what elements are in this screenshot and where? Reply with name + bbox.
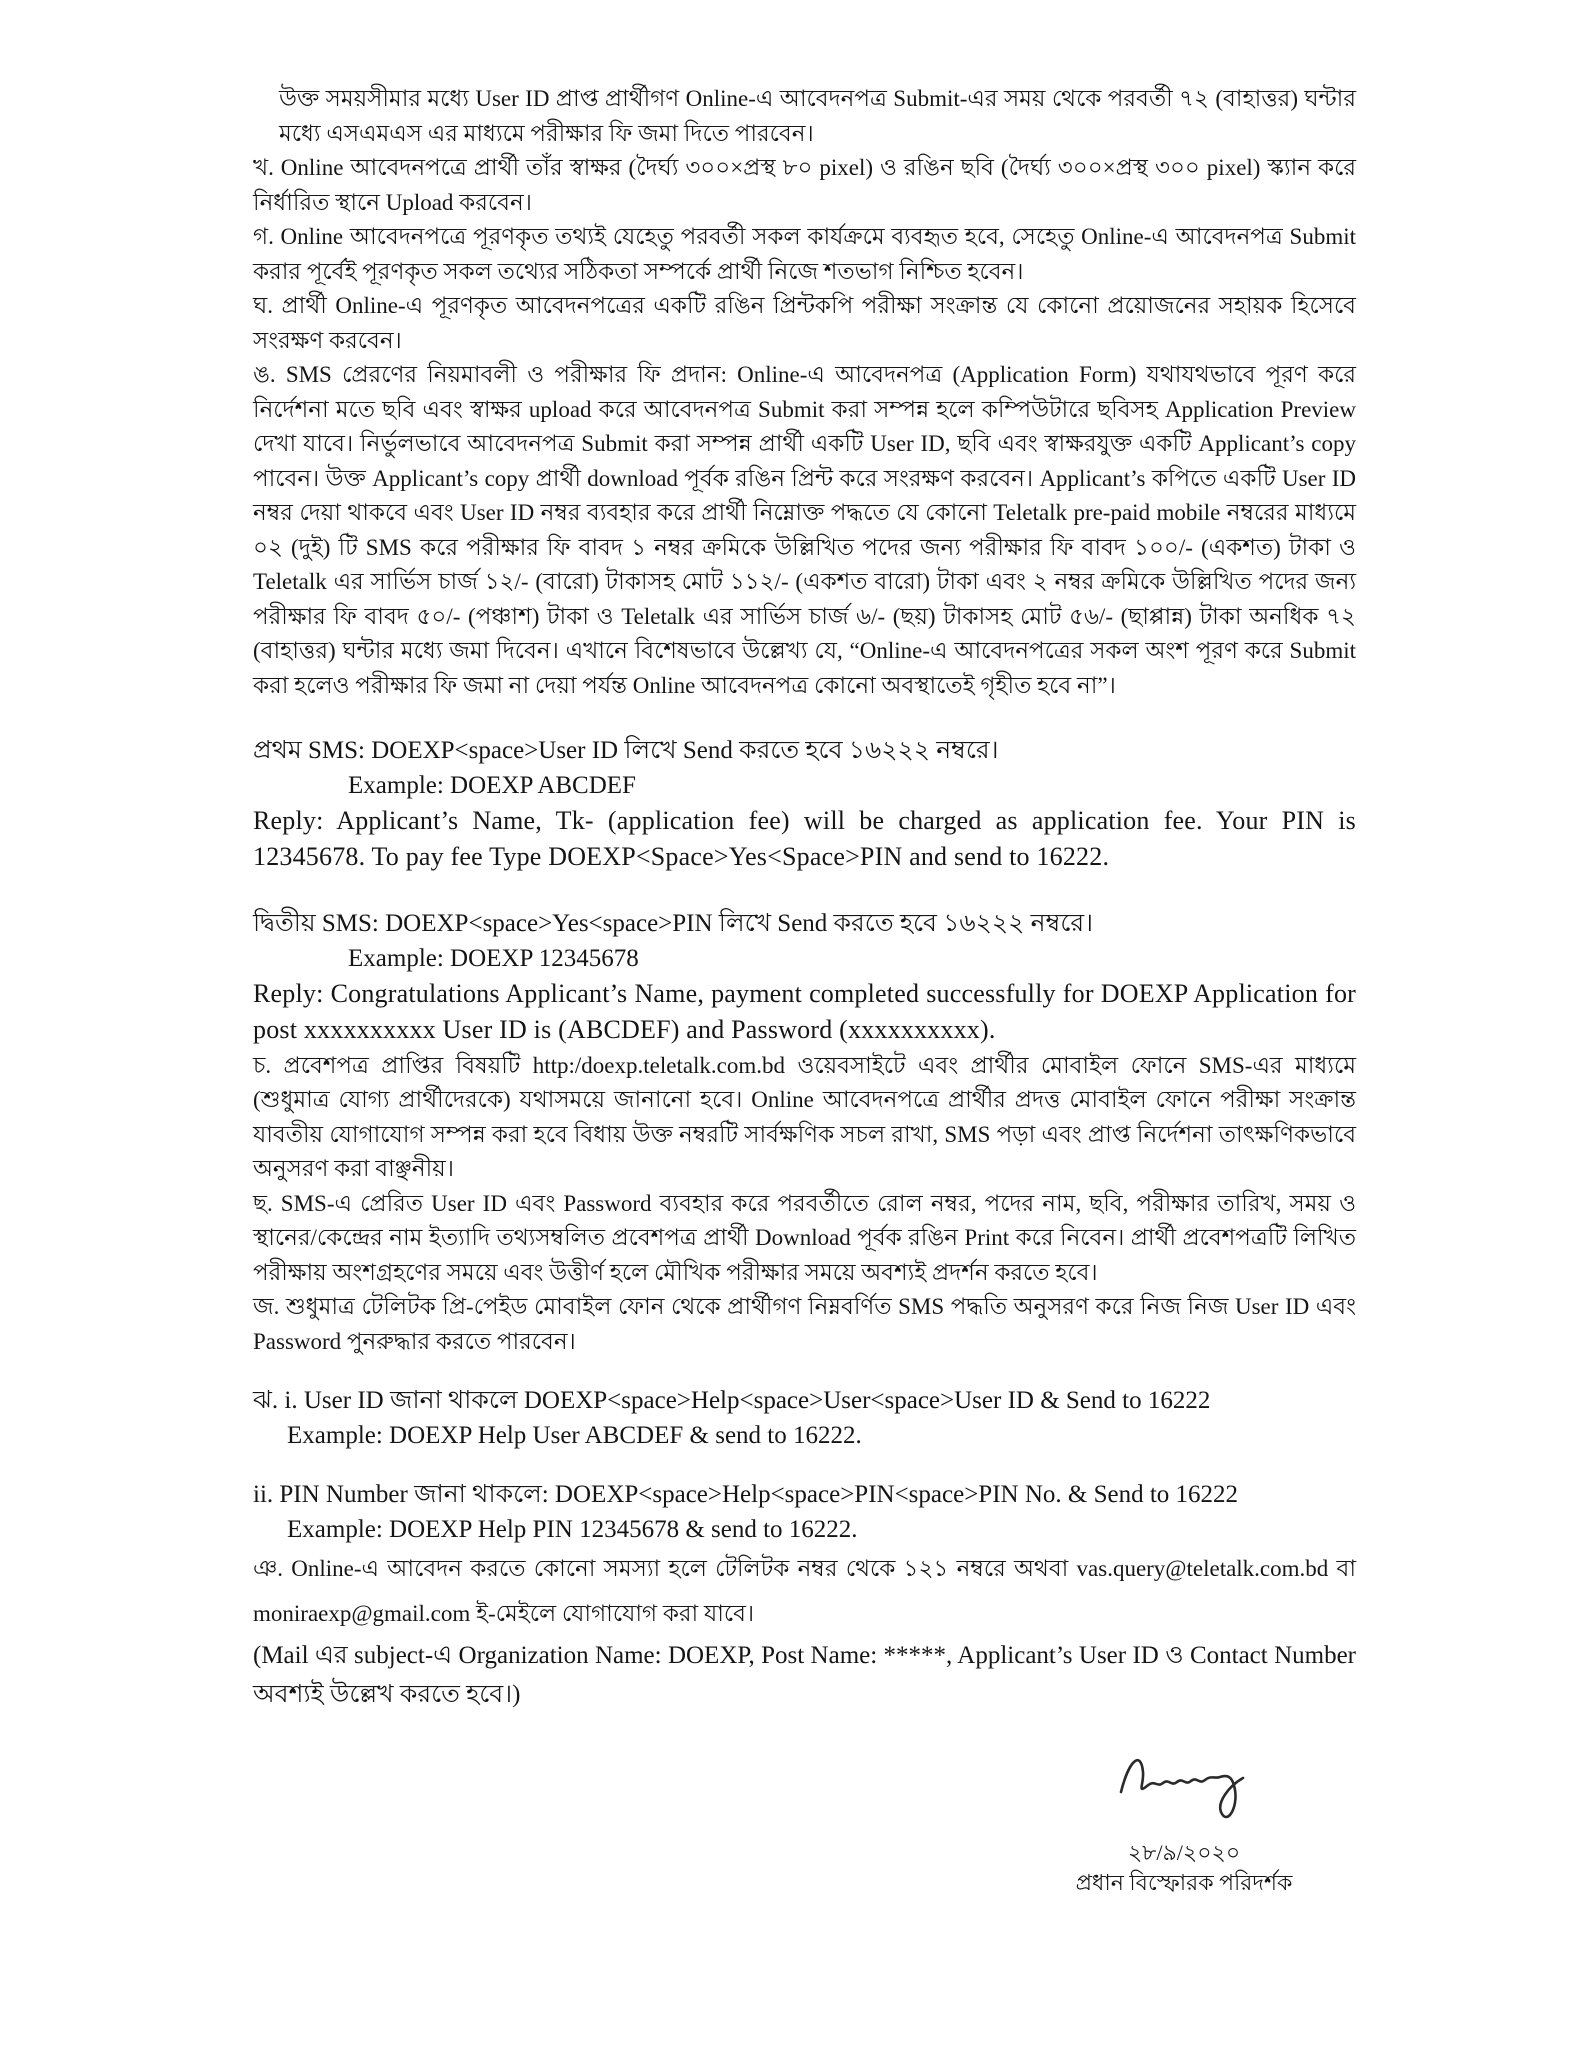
reply2-paragraph: Reply: Congratulations Applicant’s Name, payment completed successfully for DOEXP Application for post xxxxxxxxxx User ID is (ABCDEF) and Password (xxxxxxxxxx).: [253, 978, 1356, 1045]
signatory-title: প্রধান বিস্ফোরক পরিদর্শক: [1075, 1869, 1293, 1895]
help-pin-example: Example: DOEXP Help PIN 12345678 & send to 16222.: [287, 1516, 858, 1544]
help-userid-instruction: ঝ. i. User ID জানা থাকলে DOEXP<space>Help<space>User<space>User ID & Send to 16222: [253, 1387, 1211, 1415]
help-pin-instruction: ii. PIN Number জানা থাকলে: DOEXP<space>Help<space>PIN<space>PIN No. & Send to 16222: [253, 1481, 1239, 1509]
item-ja-recovery: জ. শুধুমাত্র টেলিটক প্রি-পেইড মোবাইল ফোন থেকে প্রার্থীগণ নিম্নবর্ণিত SMS পদ্ধতি অনুসরণ করে নিজ নিজ User ID এবং Password পুনরুদ্ধার করতে পারবেন।: [253, 1294, 1356, 1354]
sms2-example: Example: DOEXP 12345678: [348, 944, 639, 972]
sms1-example: Example: DOEXP ABCDEF: [348, 772, 636, 799]
item-ngo-sms-rules: ঙ. SMS প্রেরণের নিয়মাবলী ও পরীক্ষার ফি প্রদান: Online-এ আবেদনপত্র (Application Form) যথাযথভাবে পূরণ করে নির্দেশনা মতে ছবি এবং স্বাক্ষর upload করে আবেদনপত্র Submit করা সম্পন্ন হলে কম্পিউটারে ছবিসহ Application Preview দেখা যাবে। নির্ভুলভাবে আবেদনপত্র Submit করা সম্পন্ন প্রার্থী একটি User ID, ছবি এবং স্বাক্ষরযুক্ত একটি Applicant’s copy পাবেন। উক্ত Applicant’s copy প্রার্থী download পূর্বক রঙিন প্রিন্ট করে সংরক্ষণ করবেন। Applicant’s কপিতে একটি User ID নম্বর দেয়া থাকবে এবং User ID নম্বর ব্যবহার করে প্রার্থী নিম্নোক্ত পদ্ধতে যে কোনো Teletalk pre-paid mobile নম্বরের মাধ্যমে ০২ (দুই) টি SMS করে পরীক্ষার ফি বাবদ ১ নম্বর ক্রমিকে উল্লিখিত পদের জন্য পরীক্ষার ফি বাবদ ১০০/- (একশত) টাকা ও Teletalk এর সার্ভিস চার্জ ১২/- (বারো) টাকাসহ মোট ১১২/- (একশত বারো) টাকা এবং ২ নম্বর ক্রমিকে উল্লিখিত পদের জন্য পরীক্ষার ফি বাবদ ৫০/- (পঞ্চাশ) টাকা ও Teletalk এর সার্ভিস চার্জ ৬/- (ছয়) টাকাসহ মোট ৫৬/- (ছাপ্পান্ন) টাকা অনধিক ৭২ (বাহাত্তর) ঘন্টার মধ্যে জমা দিবেন। এখানে বিশেষভাবে উল্লেখ্য যে, “Online-এ আবেদনপত্রের সকল অংশ পূরণ করে Submit করা হলেও পরীক্ষার ফি জমা না দেয়া পর্যন্ত Online আবেদনপত্র কোনো অবস্থাতেই গৃহীত হবে না”।: [253, 362, 1356, 698]
help-userid-example: Example: DOEXP Help User ABCDEF & send to 16222.: [287, 1422, 862, 1450]
help-userid-block: [253, 1383, 1356, 1453]
item-kha: খ. Online আবেদনপত্রে প্রার্থী তাঁর স্বাক্ষর (দৈর্ঘ্য ৩০০×প্রস্থ ৮০ pixel) ও রঙিন ছবি (দৈর্ঘ্য ৩০০×প্রস্থ ৩০০ pixel) স্ক্যান করে নির্ধারিত স্থানে Upload করবেন।: [253, 155, 1356, 215]
sms1-instruction: প্রথম SMS: DOEXP<space>User ID লিখে Send করতে হবে ১৬২২২ নম্বরে।: [253, 737, 999, 764]
handwritten-signature-icon: [1099, 1730, 1269, 1830]
intro-paragraph: উক্ত সময়সীমার মধ্যে User ID প্রাপ্ত প্রার্থীগণ Online-এ আবেদনপত্র Submit-এর সময় থেকে পরবর্তী ৭২ (বাহাত্তর) ঘন্টার মধ্যে এসএমএস এর মাধ্যমে পরীক্ষার ফি জমা দিতে পারবেন।: [279, 86, 1356, 146]
item-chha-download-print: ছ. SMS-এ প্রেরিত User ID এবং Password ব্যবহার করে পরবর্তীতে রোল নম্বর, পদের নাম, ছবি, পরীক্ষার তারিখ, সময় ও স্থানের/কেন্দ্রের নাম ইত্যাদি তথ্যসম্বলিত প্রবেশপত্র প্রার্থী Download পূর্বক রঙিন Print করে নিবেন। প্রার্থী প্রবেশপত্রটি লিখিত পরীক্ষায় অংশগ্রহণের সময়ে এবং উত্তীর্ণ হলে মৌখিক পরীক্ষার সময়ে অবশ্যই প্রদর্শন করতে হবে।: [253, 1190, 1356, 1285]
signature-date: ২৮/৯/২০২০: [1127, 1840, 1241, 1866]
sms1-block: [253, 733, 1356, 803]
document-content: [253, 82, 1356, 1898]
help-pin-block: [253, 1477, 1356, 1547]
sms2-instruction: দ্বিতীয় SMS: DOEXP<space>Yes<space>PIN লিখে Send করতে হবে ১৬২২২ নম্বরে।: [253, 909, 1094, 937]
item-ga: গ. Online আবেদনপত্রে পূরণকৃত তথ্যই যেহেতু পরবর্তী সকল কার্যক্রমে ব্যবহৃত হবে, সেহেতু Online-এ আবেদনপত্র Submit করার পূর্বেই পূরণকৃত সকল তথ্যের সঠিকতা সম্পর্কে প্রার্থী নিজে শতভাগ নিশ্চিত হবেন।: [253, 224, 1356, 284]
item-cha-admit-card: চ. প্রবেশপত্র প্রাপ্তির বিষয়টি http:/doexp.teletalk.com.bd ওয়েবসাইটে এবং প্রার্থীর মোবাইল ফোনে SMS-এর মাধ্যমে (শুধুমাত্র যোগ্য প্রার্থীদেরকে) যথাসময়ে জানানো হবে। Online আবেদনপত্রে প্রার্থীর প্রদত্ত মোবাইল ফোনে পরীক্ষা সংক্রান্ত যাবতীয় যোগাযোগ সম্পন্ন করা হবে বিধায় উক্ত নম্বরটি সার্বক্ষণিক সচল রাখা, SMS পড়া এবং প্রাপ্ত নির্দেশনা তাৎক্ষণিকভাবে অনুসরণ করা বাঞ্ছনীয়।: [253, 1052, 1356, 1182]
item-gha: ঘ. প্রার্থী Online-এ পূরণকৃত আবেদনপত্রের একটি রঙিন প্রিন্টকপি পরীক্ষা সংক্রান্ত যে কোনো প্রয়োজনের সহায়ক হিসেবে সংরক্ষণ করবেন।: [253, 293, 1356, 353]
item-nio-support-contact: ঞ. Online-এ আবেদন করতে কোনো সমস্যা হলে টেলিটক নম্বর থেকে ১২১ নম্বরে অথবা vas.query@teletalk.com.bd বা moniraexp@gmail.com ই-মেইলে যোগাযোগ করা যাবে।: [253, 1556, 1356, 1626]
reply1-paragraph: Reply: Applicant’s Name, Tk- (application fee) will be charged as application fee. Your PIN is 12345678. To pay fee Type DOEXP<Space>Yes<Space>PIN and send to 16222.: [253, 806, 1356, 872]
sms2-block: [253, 906, 1356, 976]
signature-block: [1064, 1730, 1304, 1897]
mail-subject-note: (Mail এর subject-এ Organization Name: DOEXP, Post Name: *****, Applicant’s User ID ও Contact Number অবশ্যই উল্লেখ করতে হবে।): [253, 1641, 1356, 1708]
